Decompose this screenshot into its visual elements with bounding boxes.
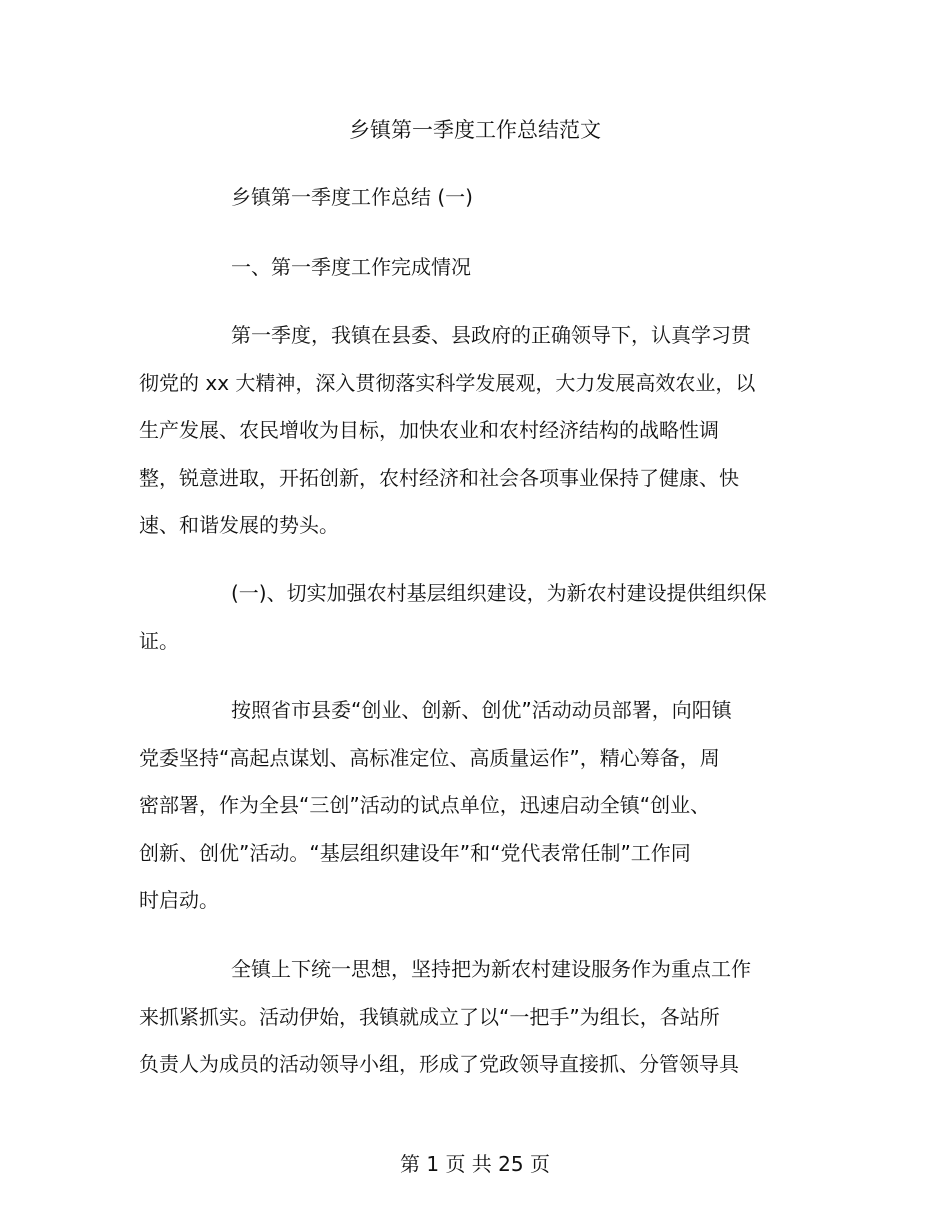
paragraph-line: 整，锐意进取，开拓创新，农村经济和社会各项事业保持了健康、快 — [139, 466, 739, 490]
page-label-suffix: 页 — [529, 1152, 550, 1176]
section-subtitle: 乡镇第一季度工作总结 (一) — [231, 185, 473, 209]
paragraph-line: 负责人为成员的活动领导小组，形成了党政领导直接抓、分管领导具 — [139, 1052, 739, 1076]
paragraph-line: 生产发展、农民增收为目标，加快农业和农村经济结构的战略性调 — [139, 418, 719, 442]
paragraph-line: 党委坚持“高起点谋划、高标准定位、高质量运作”，精心筹备，周 — [139, 746, 720, 770]
paragraph-line: 第一季度，我镇在县委、县政府的正确领导下，认真学习贯 — [231, 323, 751, 347]
paragraph-line: 时启动。 — [139, 888, 219, 912]
document-title: 乡镇第一季度工作总结范文 — [349, 118, 601, 142]
paragraph-line: 创新、创优”活动。“基层组织建设年”和“党代表常任制”工作同 — [139, 841, 691, 865]
paragraph-line: 彻党的 xx 大精神，深入贯彻落实科学发展观，大力发展高效农业，以 — [139, 371, 756, 395]
page-current-number: 1 — [426, 1152, 440, 1176]
paragraph-line: 速、和谐发展的势头。 — [139, 513, 339, 537]
subheading-line: (一)、切实加强农村基层组织建设，为新农村建设提供组织保 — [231, 581, 767, 605]
paragraph-line: 来抓紧抓实。活动伊始，我镇就成立了以“一把手”为组长，各站所 — [139, 1005, 720, 1029]
paragraph-line: 密部署，作为全县“三创”活动的试点单位，迅速启动全镇“创业、 — [139, 793, 711, 817]
subheading-line: 证。 — [139, 629, 179, 653]
paragraph-line: 按照省市县委“创业、创新、创优”活动动员部署，向阳镇 — [231, 698, 732, 722]
paragraph-line: 全镇上下统一思想，坚持把为新农村建设服务作为重点工作 — [231, 957, 751, 981]
page-total-number: 25 — [498, 1152, 524, 1176]
page-footer — [0, 1147, 950, 1181]
heading-completion-status: 一、第一季度工作完成情况 — [231, 255, 471, 279]
page-label-mid: 页 共 — [445, 1152, 492, 1176]
page-label-prefix: 第 — [400, 1152, 420, 1176]
